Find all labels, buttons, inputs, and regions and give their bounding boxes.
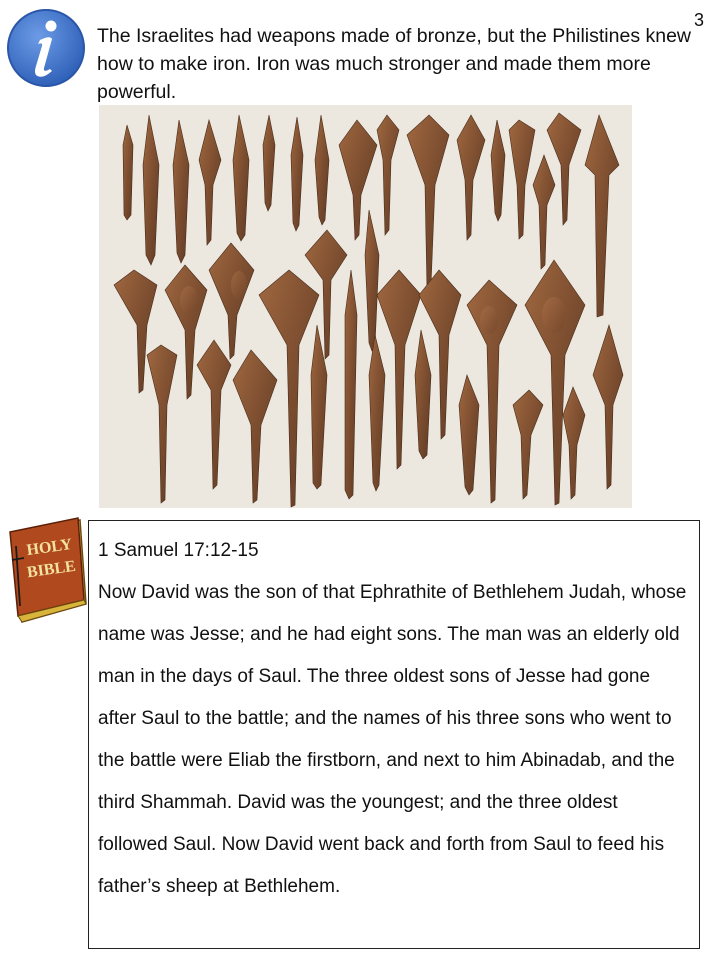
scripture-passage: Now David was the son of that Ephrathite of Bethlehem Judah, whose name was Jesse; and he had eight sons. The man was an elderly old man in the days of Saul. The three oldest sons of Jesse had gone after Saul to the battle; and the names of his three sons who went to the battle were Eliab the firstborn, and next to him Abinadab, and the third Shammah. David was the youngest; and the three oldest followed Saul. Now David went back and forth from Saul to feed his father’s sheep at Bethlehem. xyxy=(98,582,687,897)
bible-label-line2: BIBLE xyxy=(25,557,77,582)
page-number: 3 xyxy=(693,10,704,30)
iron-weapons-photo xyxy=(99,105,632,508)
bible-label-line1: HOLY xyxy=(25,535,74,560)
info-icon xyxy=(6,8,86,88)
scripture-reference: 1 Samuel 17:12-15 xyxy=(98,540,259,561)
intro-paragraph: The Israelites had weapons made of bronze, but the Philistines knew how to make iron. Iron was much stronger and made them more powerful. xyxy=(97,25,692,103)
scripture-box xyxy=(88,520,700,949)
holy-bible-icon xyxy=(6,516,92,628)
